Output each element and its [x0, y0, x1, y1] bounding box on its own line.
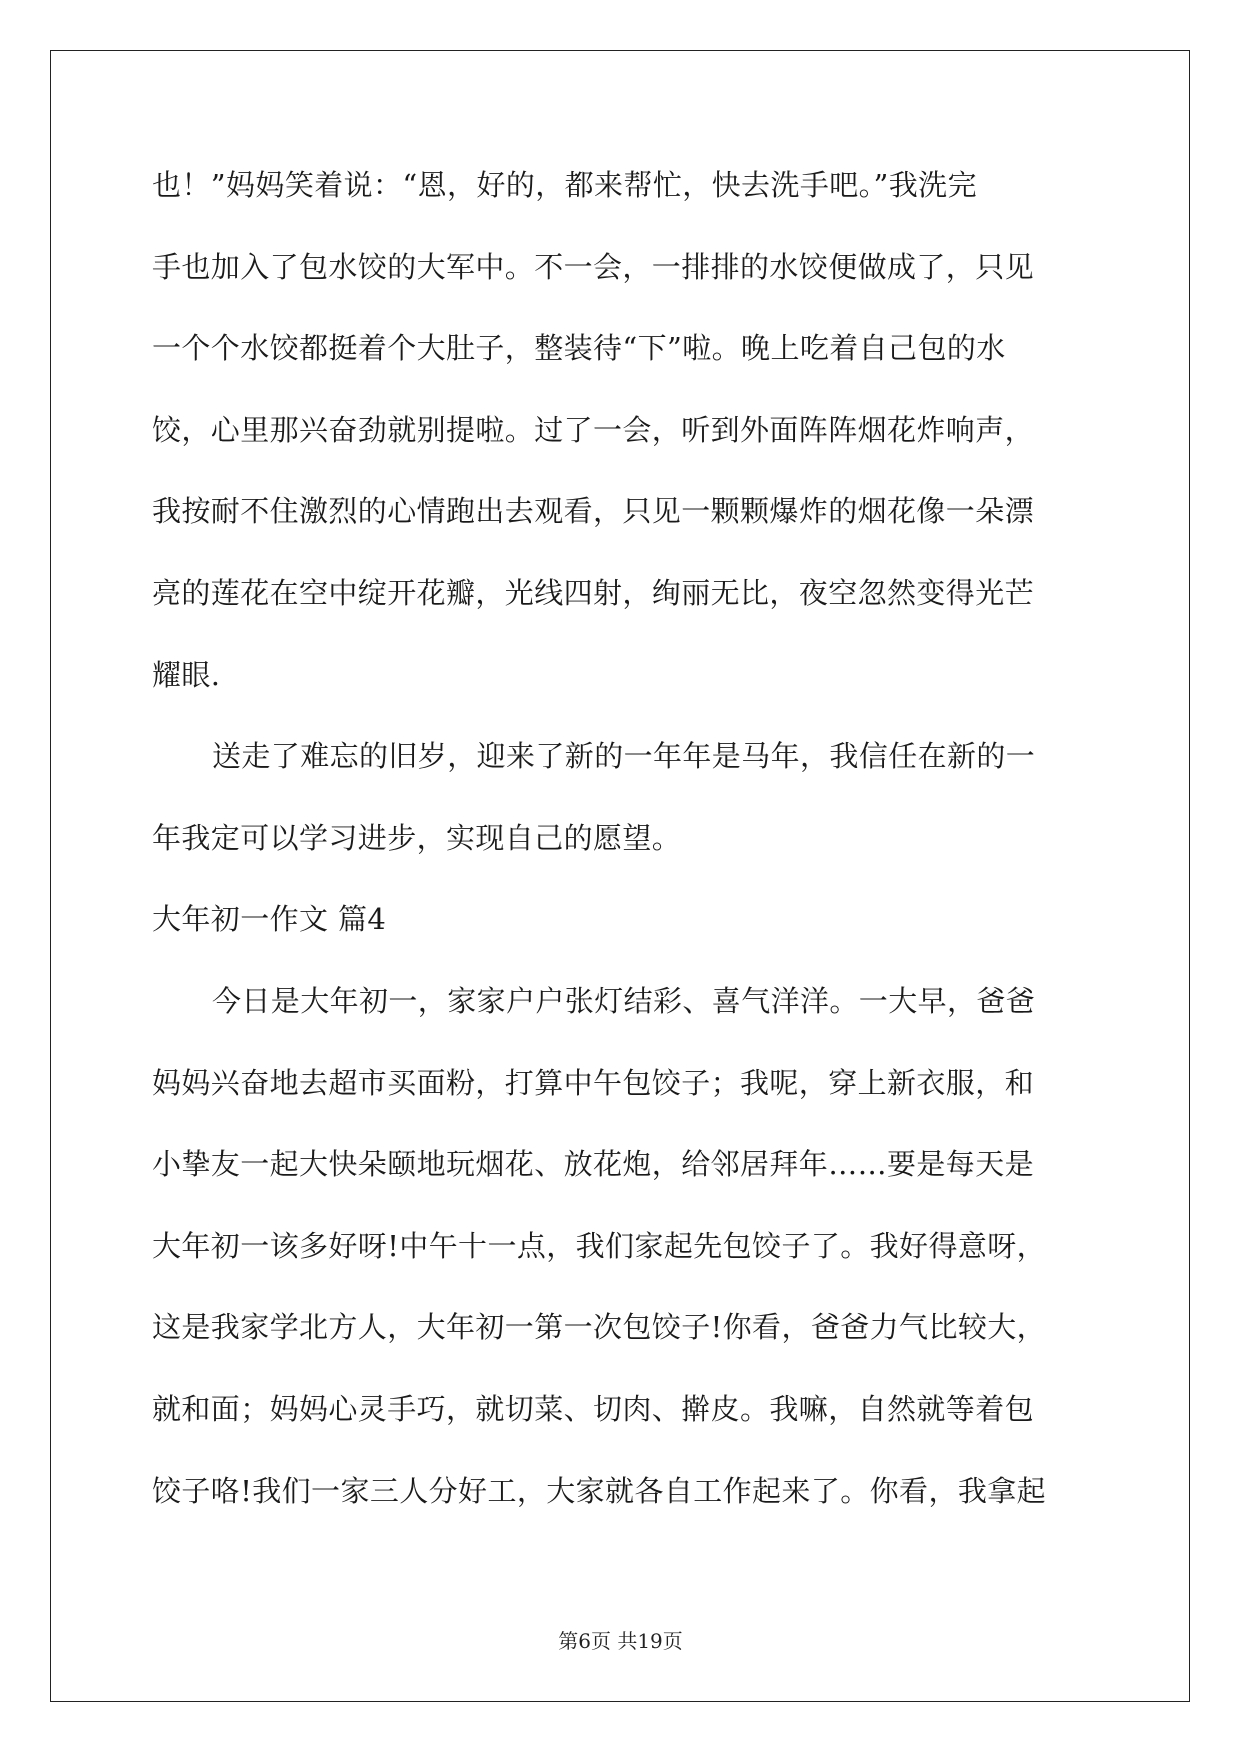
text-line: 也！”妈妈笑着说：“恩，好的，都来帮忙，快去洗手吧。”我洗完: [152, 168, 977, 202]
text-line: 年我定可以学习进步，实现自己的愿望。: [152, 820, 682, 855]
text-line: 饺子咯!我们一家三人分好工，大家就各自工作起来了。你看，我拿起: [152, 1473, 1047, 1508]
text-line: 手也加入了包水饺的大军中。不一会，一排排的水饺便做成了，只见: [152, 249, 1035, 284]
text-line: 送走了难忘的旧岁，迎来了新的一年年是马年，我信任在新的一: [212, 739, 1036, 774]
text-line: 亮的莲花在空中绽开花瓣，光线四射，绚丽无比，夜空忽然变得光芒: [152, 575, 1035, 610]
text-line: 这是我家学北方人，大年初一第一次包饺子!你看，爸爸力气比较大，: [152, 1310, 1047, 1345]
text-line: 饺，心里那兴奋劲就别提啦。过了一会，听到外面阵阵烟花炸响声，: [152, 412, 1035, 447]
page-footer: 第6页 共19页: [558, 1629, 683, 1653]
document-body: [152, 165, 1102, 1552]
text-line: 小挚友一起大快朵颐地玩烟花、放花炮，给邻居拜年……要是每天是: [152, 1147, 1035, 1182]
text-line: 大年初一作文 篇4: [152, 902, 387, 937]
text-line: 妈妈兴奋地去超市买面粉，打算中午包饺子；我呢，穿上新衣服，和: [152, 1065, 1035, 1100]
text-line: 大年初一该多好呀!中午十一点，我们家起先包饺子了。我好得意呀，: [152, 1228, 1047, 1263]
text-line: 耀眼.: [152, 657, 221, 692]
text-line: 我按耐不住激烈的心情跑出去观看，只见一颗颗爆炸的烟花像一朵漂: [152, 494, 1035, 529]
text-line: 今日是大年初一，家家户户张灯结彩、喜气洋洋。一大早，爸爸: [212, 983, 1036, 1018]
text-line: 就和面；妈妈心灵手巧，就切菜、切肉、擀皮。我嘛，自然就等着包: [152, 1391, 1035, 1426]
text-line: 一个个水饺都挺着个大肚子，整装待“下”啦。晚上吃着自己包的水: [152, 331, 1006, 366]
